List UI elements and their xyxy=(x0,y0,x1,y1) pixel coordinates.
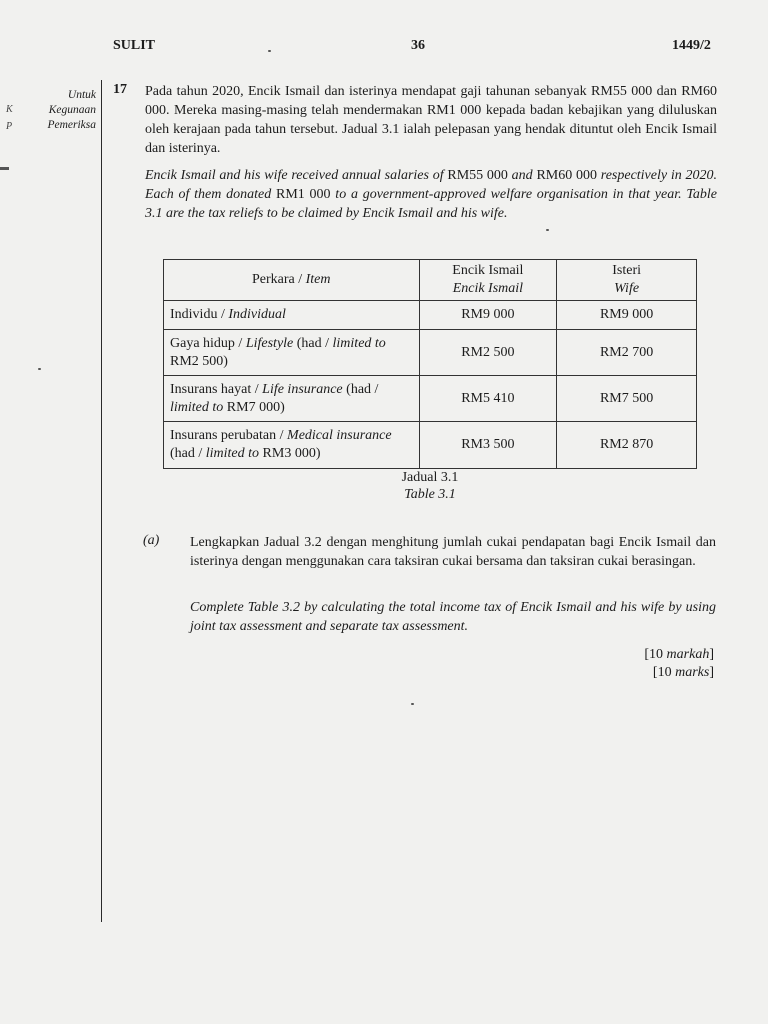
text-span: respectively in 2020. Each of them donated xyxy=(145,168,717,202)
item-english: Individual xyxy=(228,307,286,322)
marks-bracket: ] xyxy=(709,665,714,680)
question-number: 17 xyxy=(113,82,127,97)
header-malay: Perkara / xyxy=(251,272,306,287)
item-limit: (had / xyxy=(170,446,206,461)
item-malay: Individu / xyxy=(170,307,229,322)
item-malay: Insurans hayat / xyxy=(170,381,263,397)
table-row xyxy=(164,376,697,422)
marks-bracket: ] xyxy=(709,647,714,662)
cell-ismail: RM5 410 xyxy=(419,376,557,422)
text-span: Encik Ismail and his wife received annual salaries of xyxy=(145,168,448,183)
text-span: and xyxy=(507,168,537,183)
question-text-malay: Pada tahun 2020, Encik Ismail dan isterinya mendapat gaji tahunan sebanyak RM55 000 dan RM60 000. Mereka masing-masing telah mendermakan RM1 000 kepada badan kebajikan yang diluluskan oleh kerajaan pada tahun tersebut. Jadual 3.1 ialah pelepasan yang hendak dituntut oleh Encik Ismail dan isterinya. xyxy=(145,84,717,156)
item-limit: limited to xyxy=(170,399,224,415)
amount: RM1 000 xyxy=(276,187,331,202)
table-row xyxy=(164,301,697,330)
header-english: Item xyxy=(305,272,331,287)
item-limit: RM7 000) xyxy=(223,399,285,415)
caption-english: Table 3.1 xyxy=(404,487,456,502)
caption-malay: Jadual 3.1 xyxy=(401,470,459,485)
page-number: 36 xyxy=(411,38,425,53)
cell-ismail: RM9 000 xyxy=(419,301,557,330)
item-limit: RM2 500) xyxy=(170,353,228,369)
marks-english xyxy=(560,663,714,682)
header-wife xyxy=(557,260,697,301)
row-item xyxy=(164,330,420,376)
marks-number: [10 xyxy=(652,665,676,680)
part-a-text-malay: Lengkapkan Jadual 3.2 dengan menghitung jumlah cukai pendapatan bagi Encik Ismail dan isterinya dengan menggunakan cara taksiran cukai bersama dan taksiran cukai berasingan. xyxy=(190,535,716,569)
amount: RM60 000 xyxy=(536,168,597,183)
header-malay: Encik Ismail xyxy=(452,263,524,278)
table-caption xyxy=(163,469,697,503)
edge-letter: K xyxy=(6,104,13,115)
tax-relief-table xyxy=(163,259,697,469)
header-malay: Isteri xyxy=(612,263,641,278)
text-span: to a government-approved welfare organisation in that year. Table 3.1 are the tax reliefs to be claimed by Encik Ismail and his wife. xyxy=(145,187,717,221)
item-english: Medical insurance xyxy=(287,428,392,443)
header-sulit: SULIT xyxy=(113,38,156,53)
edge-letter: P xyxy=(6,121,13,132)
item-limit: limited to xyxy=(205,446,260,461)
question-text-english xyxy=(145,166,717,223)
cell-wife: RM2 870 xyxy=(557,422,697,469)
item-limit: (had / xyxy=(342,381,379,397)
item-malay: Insurans perubatan / xyxy=(170,428,288,443)
scan-speck xyxy=(268,50,271,52)
amount: RM55 000 xyxy=(447,168,508,183)
margin-line: Kegunaan xyxy=(48,104,96,116)
table-row xyxy=(164,330,697,376)
header-english: Encik Ismail xyxy=(452,281,524,296)
header-item xyxy=(164,260,420,301)
scan-speck xyxy=(411,703,414,705)
header-english: Wife xyxy=(614,281,640,296)
table-header-row xyxy=(164,260,697,301)
row-item xyxy=(164,301,420,330)
item-limit: RM3 000) xyxy=(259,446,321,461)
margin-line: Pemeriksa xyxy=(47,119,96,131)
cell-ismail: RM2 500 xyxy=(419,330,557,376)
cell-wife: RM2 700 xyxy=(557,330,697,376)
examiner-use-label xyxy=(16,88,96,133)
row-item xyxy=(164,422,420,469)
scan-speck xyxy=(38,368,41,370)
cell-wife: RM7 500 xyxy=(557,376,697,422)
edge-mark xyxy=(0,167,9,170)
table-row xyxy=(164,422,697,469)
cell-wife: RM9 000 xyxy=(557,301,697,330)
item-limit: limited to xyxy=(332,335,386,351)
marks-word: markah xyxy=(666,647,710,662)
item-english: Lifestyle xyxy=(245,335,294,351)
cell-ismail: RM3 500 xyxy=(419,422,557,469)
margin-line: Untuk xyxy=(67,89,96,101)
marks-malay xyxy=(560,645,714,664)
marks-number: [10 xyxy=(644,647,667,662)
item-english: Life insurance xyxy=(262,381,343,397)
item-malay: Gaya hidup / xyxy=(170,335,246,351)
part-a-text-english: Complete Table 3.2 by calculating the total income tax of Encik Ismail and his wife by using joint tax assessment and separate tax assessment. xyxy=(190,600,716,634)
item-limit: (had / xyxy=(293,335,333,351)
row-item xyxy=(164,376,420,422)
scan-speck xyxy=(546,229,549,231)
paper-code: 1449/2 xyxy=(672,38,711,53)
margin-rule xyxy=(101,80,102,922)
part-a-label: (a) xyxy=(143,533,160,548)
marks-word: marks xyxy=(675,665,710,680)
header-ismail xyxy=(419,260,557,301)
